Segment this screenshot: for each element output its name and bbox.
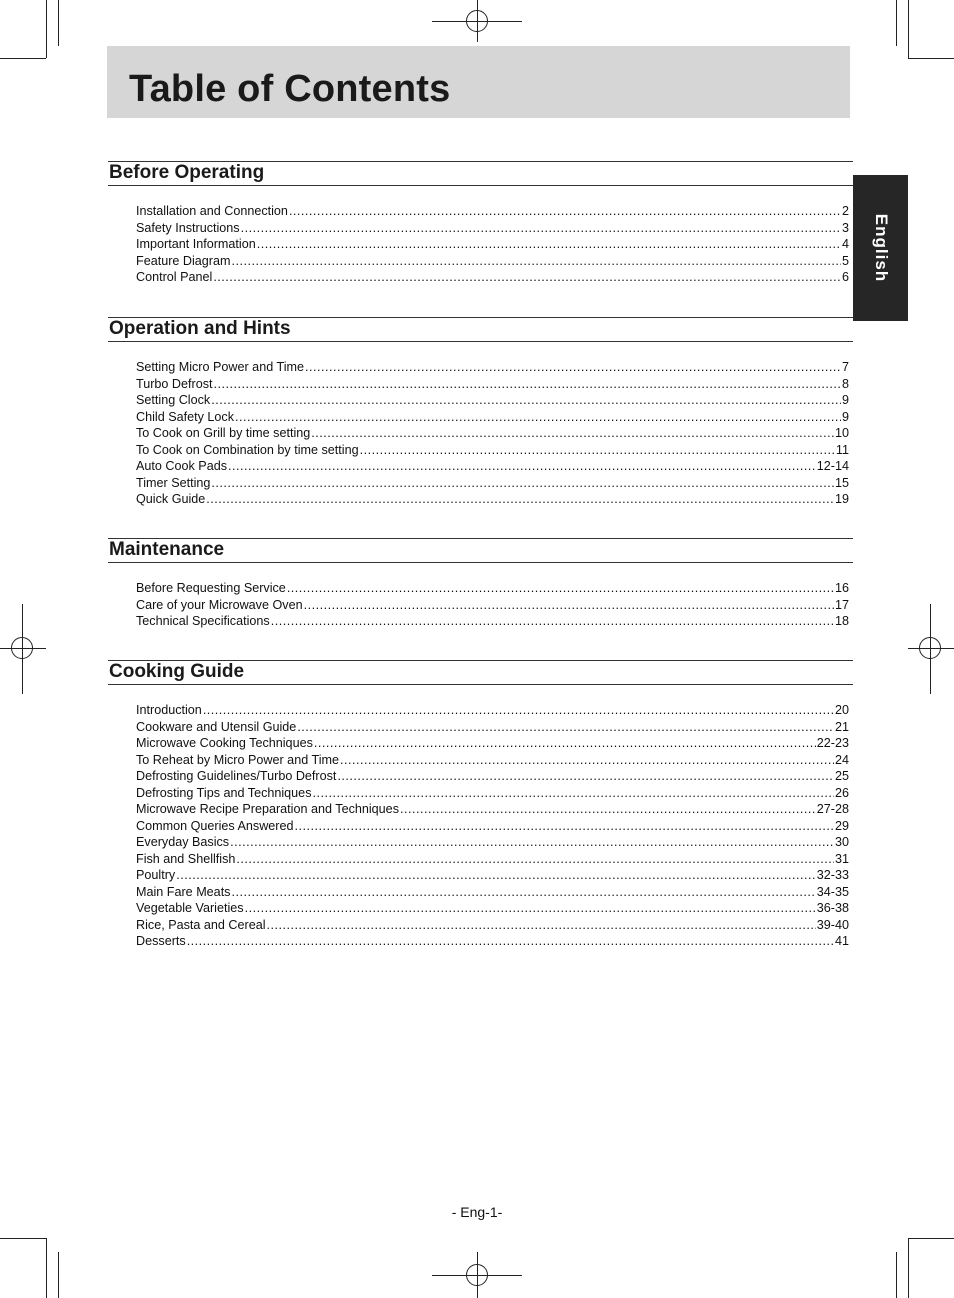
toc-entry-page: 4: [841, 237, 849, 251]
toc-entry[interactable]: [136, 834, 849, 851]
toc-entry-label: To Cook on Combination by time setting: [136, 442, 359, 457]
toc-entry-label: Quick Guide: [136, 492, 206, 506]
dot-leader: [340, 752, 834, 769]
toc-entry-label: Important Information: [136, 237, 256, 251]
dot-leader: [311, 425, 834, 442]
dot-leader: [228, 458, 816, 475]
toc-entry-label: Setting Clock: [136, 393, 211, 407]
dot-leader: [187, 933, 834, 950]
toc-entry-label: Safety Instructions: [136, 220, 240, 235]
section-operation-and-hints: [108, 317, 853, 508]
toc-entry-page: 31: [834, 851, 849, 866]
toc-entry-page: 10: [834, 426, 849, 440]
toc-entry[interactable]: [136, 269, 849, 286]
section-heading: Before Operating: [109, 162, 265, 183]
toc-entry-label: Introduction: [136, 703, 202, 717]
dot-leader: [231, 884, 815, 901]
dot-leader: [213, 269, 841, 286]
toc-list: [136, 359, 849, 508]
toc-entry-label: Technical Specifications: [136, 614, 270, 628]
toc-entry[interactable]: [136, 236, 849, 253]
toc-entry-page: 39-40: [816, 917, 849, 932]
dot-leader: [297, 719, 834, 736]
toc-entry[interactable]: [136, 425, 849, 442]
dot-leader: [295, 818, 834, 835]
toc-entry-page: 12-14: [816, 459, 849, 473]
toc-list: [136, 580, 849, 630]
toc-entry-page: 7: [841, 360, 849, 374]
dot-leader: [211, 475, 834, 492]
toc-entry-label: Everyday Basics: [136, 835, 230, 849]
dot-leader: [360, 442, 835, 459]
toc-entry-page: 15: [834, 475, 849, 490]
toc-entry[interactable]: [136, 409, 849, 426]
section-maintenance: [108, 538, 853, 630]
toc-entry-page: 9: [841, 409, 849, 424]
toc-entry-label: Feature Diagram: [136, 253, 231, 268]
toc-entry-label: Care of your Microwave Oven: [136, 597, 303, 612]
toc-entry[interactable]: [136, 613, 849, 630]
dot-leader: [305, 359, 841, 376]
dot-leader: [314, 735, 816, 752]
toc-entry-page: 17: [834, 597, 849, 612]
dot-leader: [230, 834, 834, 851]
toc-entry-label: Child Safety Lock: [136, 409, 235, 424]
toc-entry[interactable]: [136, 785, 849, 802]
section-header: [108, 660, 853, 685]
section-heading: Maintenance: [109, 539, 225, 560]
dot-leader: [400, 801, 816, 818]
section-cooking-guide: [108, 660, 853, 950]
toc-entry[interactable]: [136, 884, 849, 901]
toc-entry-label: Control Panel: [136, 270, 213, 284]
dot-leader: [211, 392, 841, 409]
toc-entry[interactable]: [136, 735, 849, 752]
toc-entry-label: Setting Micro Power and Time: [136, 360, 304, 374]
section-heading: Operation and Hints: [109, 318, 291, 339]
toc-entry-page: 25: [834, 769, 849, 783]
language-tab: [853, 175, 908, 321]
toc-entry-page: 36-38: [816, 901, 849, 915]
toc-entry-label: Defrosting Tips and Techniques: [136, 785, 312, 800]
toc-entry-page: 34-35: [816, 884, 849, 899]
toc-entry[interactable]: [136, 580, 849, 597]
toc-entry-page: 26: [834, 785, 849, 800]
toc-entry-label: Microwave Cooking Techniques: [136, 736, 313, 750]
section-header: [108, 538, 853, 563]
toc-entry-label: Before Requesting Service: [136, 581, 286, 595]
dot-leader: [289, 203, 841, 220]
toc-entry[interactable]: [136, 253, 849, 270]
toc-list: [136, 702, 849, 950]
toc-entry-label: Timer Setting: [136, 475, 211, 490]
toc-entry-page: 41: [834, 934, 849, 948]
section-header: [108, 317, 853, 342]
toc-list: [136, 203, 849, 286]
toc-entry[interactable]: [136, 768, 849, 785]
toc-entry[interactable]: [136, 719, 849, 736]
toc-entry-page: 5: [841, 253, 849, 268]
dot-leader: [236, 851, 834, 868]
toc-entry-label: To Reheat by Micro Power and Time: [136, 752, 339, 767]
toc-entry-page: 8: [841, 376, 849, 391]
toc-entry[interactable]: [136, 442, 849, 459]
page-number: - Eng-1-: [451, 1204, 503, 1220]
section-header: [108, 161, 853, 186]
toc-entry-page: 3: [841, 220, 849, 235]
toc-entry-page: 22-23: [816, 736, 849, 750]
toc-entry-label: Cookware and Utensil Guide: [136, 719, 297, 734]
dot-leader: [287, 580, 834, 597]
dot-leader: [313, 785, 834, 802]
dot-leader: [304, 597, 834, 614]
toc-entry-page: 18: [834, 614, 849, 628]
dot-leader: [267, 917, 816, 934]
language-tab-label: English: [871, 213, 891, 283]
toc-entry-label: Main Fare Meats: [136, 884, 231, 899]
page-title: Table of Contents: [129, 68, 451, 110]
toc-entry[interactable]: [136, 491, 849, 508]
toc-entry-page: 29: [834, 818, 849, 833]
toc-entry-label: Rice, Pasta and Cereal: [136, 917, 266, 932]
toc-entry[interactable]: [136, 933, 849, 950]
toc-entry[interactable]: [136, 917, 849, 934]
dot-leader: [203, 702, 834, 719]
section-before-operating: [108, 161, 853, 286]
dot-leader: [337, 768, 834, 785]
toc-entry-page: 9: [841, 393, 849, 407]
toc-entry[interactable]: [136, 900, 849, 917]
toc-entry-label: Installation and Connection: [136, 204, 288, 218]
toc-entry-label: Poultry: [136, 868, 176, 882]
toc-entry[interactable]: [136, 359, 849, 376]
dot-leader: [176, 867, 816, 884]
dot-leader: [232, 253, 841, 270]
toc-entry-label: Microwave Recipe Preparation and Techniques: [136, 802, 399, 816]
toc-entry[interactable]: [136, 220, 849, 237]
toc-entry-page: 21: [834, 719, 849, 734]
toc-entry-page: 19: [834, 492, 849, 506]
dot-leader: [241, 220, 841, 237]
toc-entry-label: Desserts: [136, 934, 186, 948]
toc-entry[interactable]: [136, 818, 849, 835]
dot-leader: [271, 613, 834, 630]
toc-entry[interactable]: [136, 801, 849, 818]
toc-entry[interactable]: [136, 475, 849, 492]
toc-entry-page: 30: [834, 835, 849, 849]
toc-entry[interactable]: [136, 702, 849, 719]
dot-leader: [257, 236, 841, 253]
toc-entry-page: 11: [835, 442, 849, 457]
toc-entry[interactable]: [136, 458, 849, 475]
toc-entry-page: 6: [841, 270, 849, 284]
toc-entry-page: 24: [834, 752, 849, 767]
toc-entry-label: Auto Cook Pads: [136, 459, 228, 473]
section-heading: Cooking Guide: [109, 661, 245, 682]
toc-entry-label: Vegetable Varieties: [136, 901, 244, 915]
toc-entry[interactable]: [136, 203, 849, 220]
toc-entry-label: Common Queries Answered: [136, 818, 294, 833]
toc-entry-label: Fish and Shellfish: [136, 851, 236, 866]
toc-entry-page: 20: [834, 703, 849, 717]
toc-entry-label: To Cook on Grill by time setting: [136, 426, 311, 440]
toc-entry[interactable]: [136, 867, 849, 884]
dot-leader: [206, 491, 834, 508]
toc-entry[interactable]: [136, 597, 849, 614]
dot-leader: [235, 409, 841, 426]
title-banner: [107, 46, 850, 118]
toc-entry-page: 16: [834, 581, 849, 595]
toc-entry[interactable]: [136, 851, 849, 868]
toc-entry-label: Defrosting Guidelines/Turbo Defrost: [136, 769, 337, 783]
toc-entry[interactable]: [136, 376, 849, 393]
toc-entry[interactable]: [136, 392, 849, 409]
dot-leader: [214, 376, 841, 393]
toc-entry-page: 27-28: [816, 802, 849, 816]
toc-entry[interactable]: [136, 752, 849, 769]
dot-leader: [245, 900, 816, 917]
toc-entry-page: 32-33: [816, 868, 849, 882]
toc-entry-page: 2: [841, 204, 849, 218]
toc-entry-label: Turbo Defrost: [136, 376, 213, 391]
